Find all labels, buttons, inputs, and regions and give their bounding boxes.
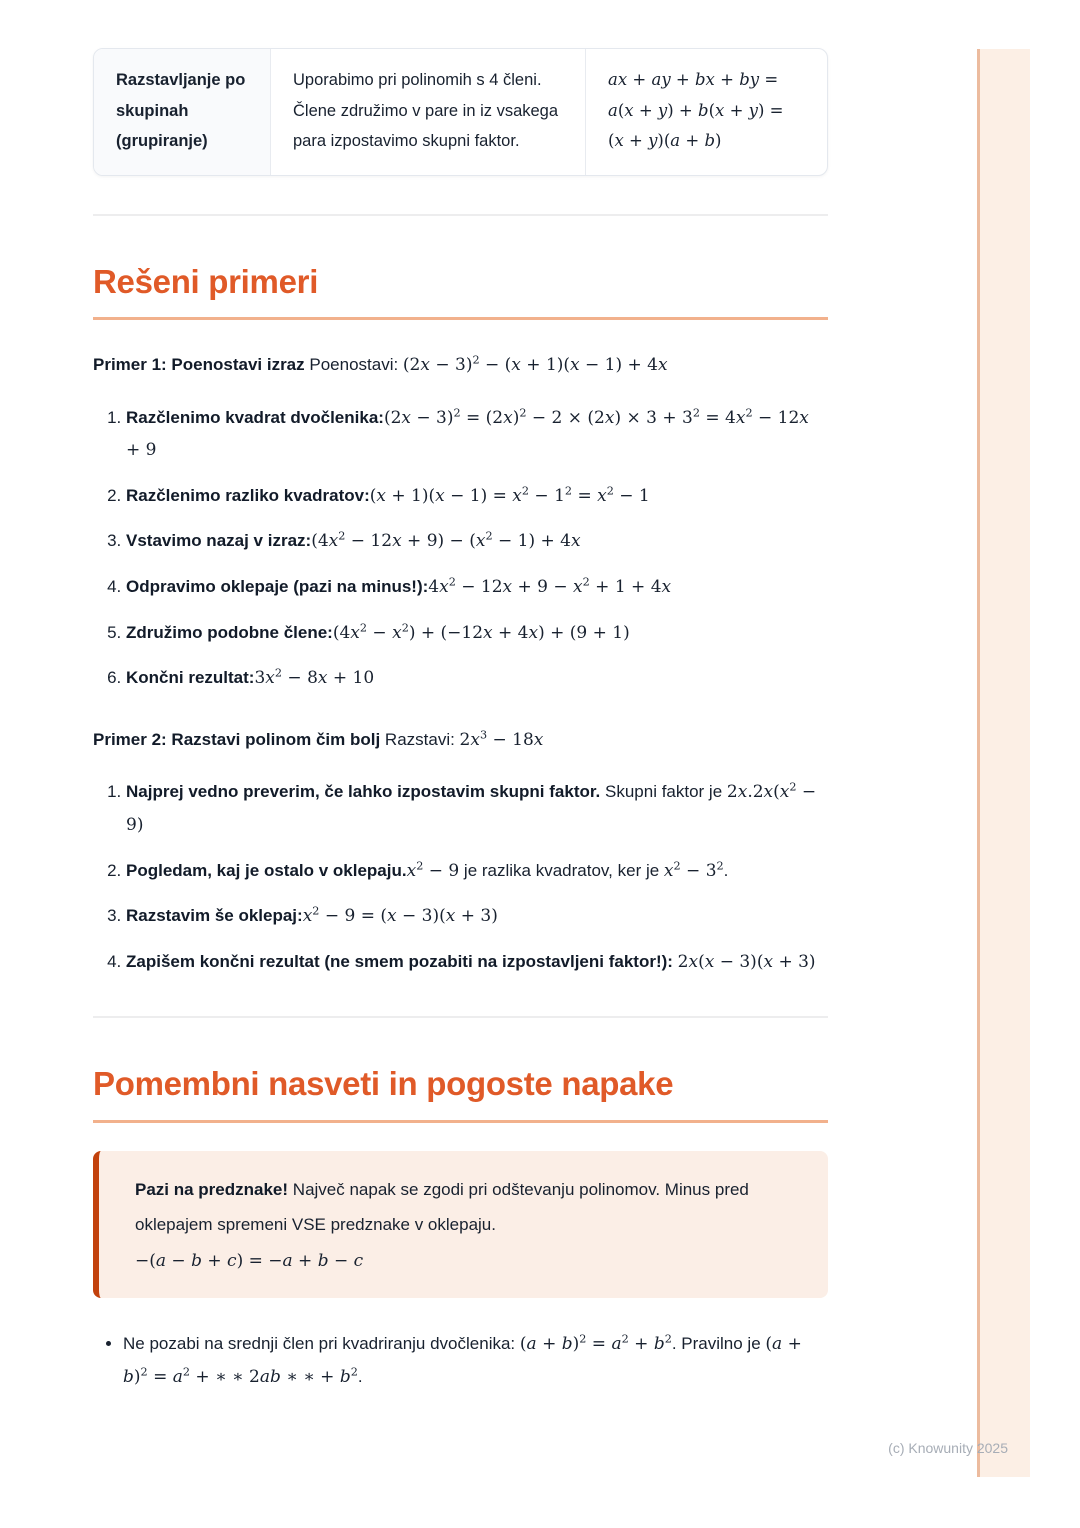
step-item: 4. Zapišem končni rezultat (ne smem pozabiti na izpostavljeni faktor!): 2x(x − 3)(x + 3) xyxy=(126,946,828,979)
solved-examples-heading: Rešeni primeri xyxy=(93,262,319,300)
section-divider xyxy=(93,214,828,216)
heading-accent-rule xyxy=(93,317,828,320)
step-item: 3. Razstavim še $oklepaj:x^2 - 9 = (x - 3)(x + 3)$ xyxy=(126,900,828,933)
page-edge-decoration xyxy=(977,49,1030,1477)
table-cell-formula xyxy=(586,49,828,175)
example1-intro: Primer 1: Poenostavi izraz Poenostavi: $(2x - 3)^2 - (x + 1)(x - 1) + 4x$ xyxy=(93,353,668,376)
tips-list xyxy=(93,1328,828,1393)
step-item: 1. Najprej vedno preverim, če lahko izpostavim skupni faktor. Skupni faktor je $2x.2x(x^2 - 9)$ xyxy=(126,776,828,841)
step-item: 1. Razčlenimo kvadrat dvočlenika:(2x − $3)^2 = (2x)^2 - 2 \times (2x) \times 3 + 3^2 = 4x^2 - 12x + 9$ xyxy=(126,402,828,467)
formula-line: a(x + y) + b(x + y) = xyxy=(608,100,784,120)
copyright-notice: (c) Knowunity 2025 xyxy=(888,1440,1008,1456)
step-item: 2. Razčlenimo razliko kvadratov:(x + $1)(x - 1) = x^2 - 1^2 = x^2 - 1$ xyxy=(126,480,828,513)
document-content xyxy=(93,0,828,1393)
callout-formula: −(a − b + c) = −a + b − c xyxy=(135,1250,364,1271)
warning-callout xyxy=(93,1151,828,1299)
tip-item: • Ne pozabi na srednji člen pri kvadriranju dvočlenika: $(a + b)^2 = a^2 + b^2$. Pravilno je $(a + b)^2 = a^2$ + ∗ ∗ 2ab ∗ ∗ + $b^2$. xyxy=(123,1328,828,1393)
table-cell-description: Uporabimo pri polinomih s 4 členi. Člene združimo v pare in iz vsakega para izpostavimo skupni faktor. xyxy=(271,49,586,175)
step-item: 5. Združimo podobne $člene:(4x^2 - x^2) + (-12x + 4x) + (9 + 1)$ xyxy=(126,617,828,650)
example2-steps xyxy=(93,776,828,978)
example2-intro: Primer 2: Razstavi polinom čim bolj Razstavi: $2x^3 - 18x$ xyxy=(93,728,544,750)
definition-table xyxy=(93,48,828,176)
formula-line: (x + y)(a + b) xyxy=(608,131,722,151)
step-item: 4. Odpravimo oklepaje (pazi na $minus!):4x^2 - 12x + 9 - x^2 + 1 + 4x$ xyxy=(126,571,828,604)
step-item: 2. Pogledam, kaj je ostalo v $oklepaju.x^2 - 9$ je razlika kvadratov, ker je $x^2 - 3^2$. xyxy=(126,855,828,888)
tips-heading: Pomembni nasveti in pogoste napake xyxy=(93,1065,674,1103)
step-item: 3. Vstavimo nazaj v $izraz:(4x^2 - 12x + 9) - (x^2 - 1) + 4x$ xyxy=(126,525,828,558)
step-item: 6. Končni $rezultat:3x^2 - 8x + 10$ xyxy=(126,662,828,695)
callout-text: Pazi na predznake! Največ napak se zgodi pri odštevanju polinomov. Minus pred oklepajem spremeni VSE predznake v oklepaju. xyxy=(135,1179,749,1234)
section-divider xyxy=(93,1016,828,1018)
example1-steps xyxy=(93,402,828,695)
formula-line: ax + ay + bx + by = xyxy=(608,70,779,89)
heading-accent-rule xyxy=(93,1120,828,1123)
table-cell-term: Razstavljanje po skupinah (grupiranje) xyxy=(94,49,271,175)
